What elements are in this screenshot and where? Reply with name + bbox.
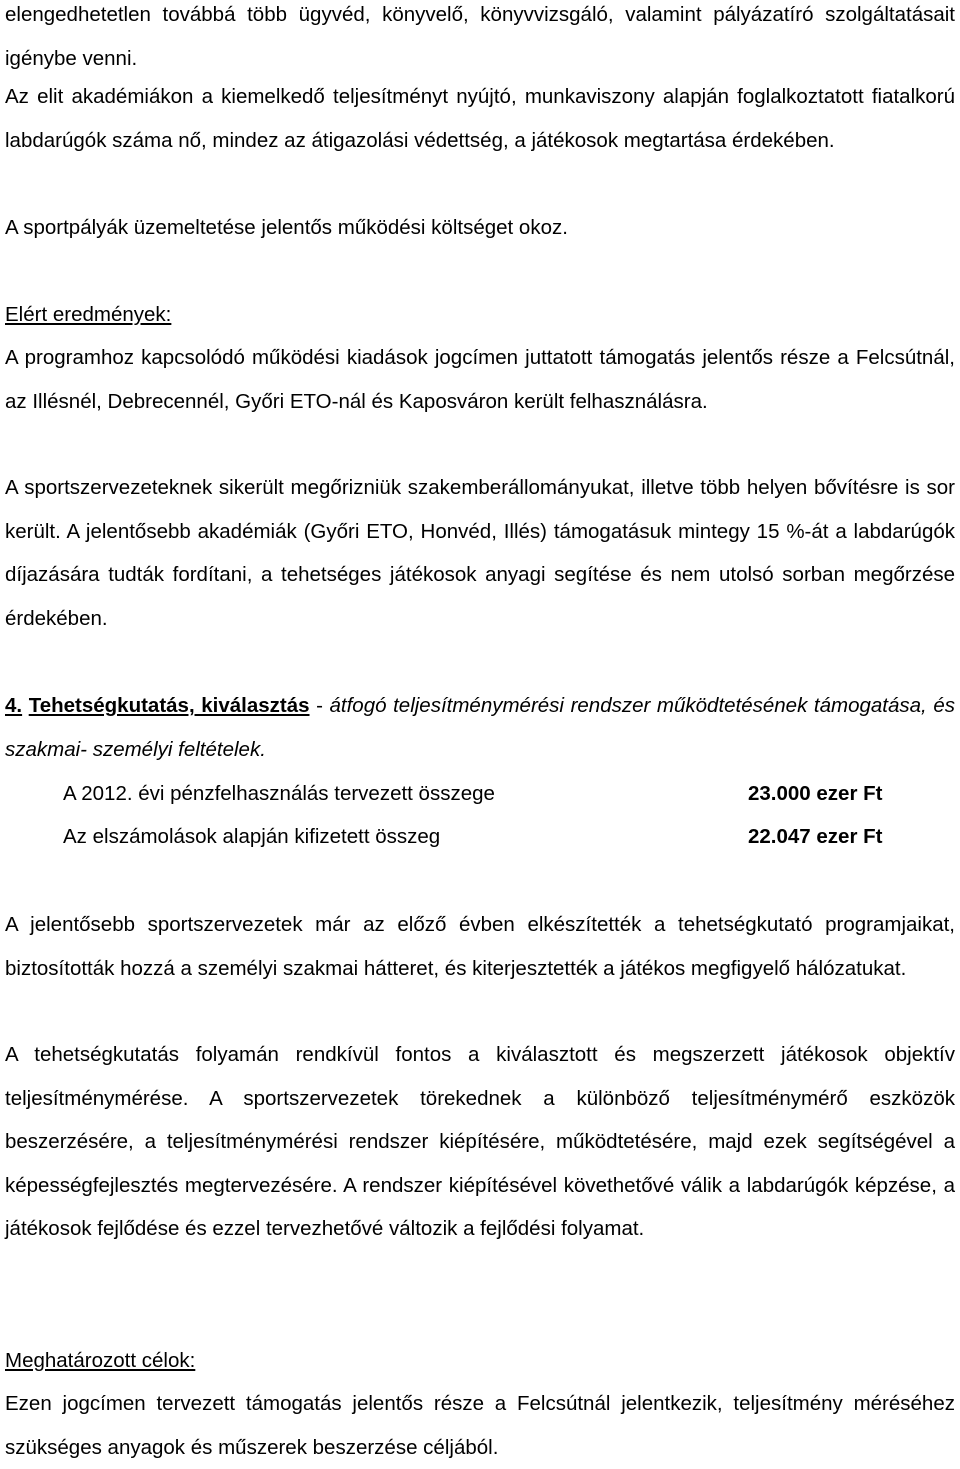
planned-amount-row: [63, 774, 943, 814]
paragraph-goals: Ezen jogcímen tervezett támogatás jelentős része a Felcsútnál jelentkezik, teljesítmény méréséhez szükséges anyagok és műszerek beszerzése céljából.: [5, 1392, 955, 1459]
goals-heading: Meghatározott célok:: [5, 1349, 196, 1372]
section-subtitle: átfogó teljesítménymérési rendszer működtetésének támogatása, és szakmai- személyi feltételek.: [5, 694, 955, 761]
paid-amount-value: 22.047 ezer Ft: [748, 825, 883, 848]
section-4-heading: [5, 684, 955, 771]
section-title: Tehetségkutatás, kiválasztás: [28, 694, 310, 717]
paragraph-performance-measurement: A tehetségkutatás folyamán rendkívül fontos a kiválasztott és megszerzett játékosok objektív teljesítménymérése. A sportszervezetek törekednek a különböző teljesítménymérő eszközök beszerzésére, a teljesítménymérési rendszer kiépítésére, működtetésére, majd ezek segítségével a képességfejlesztés megtervezésére. A rendszer kiépítésével követhetővé válik a labdarúgók képzése, a játékosok fejlődése és ezzel tervezhetővé változik a fejlődési folyamat.: [5, 1043, 955, 1240]
paragraph-elite-academies: Az elit akadémiákon a kiemelkedő teljesítményt nyújtó, munkaviszony alapján foglalkoztatott fiatalkorú labdarúgók száma nő, mindez az átigazolási védettség, a játékosok megtartása érdekében.: [5, 85, 955, 152]
paragraph-intro: elengedhetetlen továbbá több ügyvéd, könyvelő, könyvvizsgáló, valamint pályázatíró szolgáltatásait igénybe venni.: [5, 3, 955, 70]
paragraph-talent-programs: A jelentősebb sportszervezetek már az előző évben elkészítették a tehetségkutató programjaikat, biztosították hozzá a személyi szakmai hátteret, és kiterjesztették a játékos megfigyelő hálózatukat.: [5, 913, 955, 980]
paragraph-operating-costs: A sportpályák üzemeltetése jelentős működési költséget okoz.: [5, 216, 568, 239]
planned-amount-value: 23.000 ezer Ft: [748, 782, 883, 805]
section-dash: -: [309, 694, 330, 717]
section-number: 4.: [5, 694, 23, 717]
paid-amount-label: Az elszámolások alapján kifizetett összeg: [63, 825, 441, 848]
paid-amount-row: [63, 817, 943, 857]
planned-amount-label: A 2012. évi pénzfelhasználás tervezett összege: [63, 782, 495, 805]
results-heading: Elért eredmények:: [5, 303, 172, 326]
paragraph-staff: A sportszervezeteknek sikerült megőrizniük szakemberállományukat, illetve több helyen bővítésre is sor került. A jelentősebb akadémiák (Győri ETO, Honvéd, Illés) támogatásuk mintegy 15 %-át a labdarúgók díjazására tudták fordítani, a tehetséges játékosok anyagi segítése és nem utolsó sorban megőrzése érdekében.: [5, 476, 955, 630]
paragraph-expenses: A programhoz kapcsolódó működési kiadások jogcímen juttatott támogatás jelentős része a Felcsútnál, az Illésnél, Debrecennél, Győri ETO-nál és Kaposváron került felhasználásra.: [5, 346, 955, 413]
